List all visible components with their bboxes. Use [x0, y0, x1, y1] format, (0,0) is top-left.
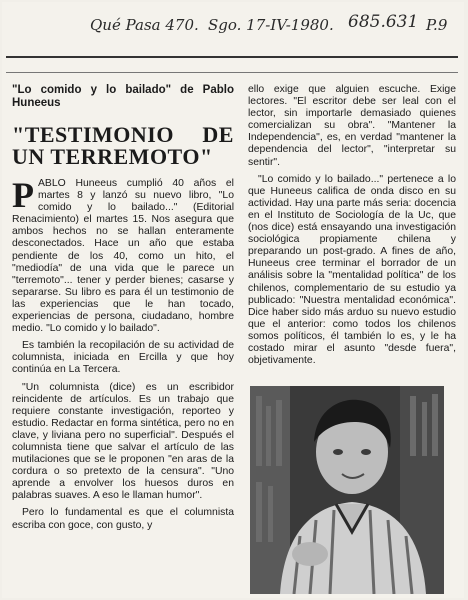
right-column — [248, 84, 456, 367]
handwritten-date: Sgo. 17-IV-1980. — [208, 16, 334, 34]
top-rule — [6, 56, 458, 58]
article-kicker: "Lo comido y lo bailado" de Pablo Huneeus — [12, 84, 234, 109]
article-paragraph — [12, 175, 234, 335]
drop-cap: P — [12, 175, 34, 215]
article-paragraph: Pero lo fundamental es que el columnista escriba con goce, con gusto, y — [12, 507, 234, 531]
article-headline: "TESTIMONIO DE UN TERREMOTO" — [12, 122, 234, 169]
article-paragraph: "Un columnista (dice) es un escribidor reincidente de artículos. Es un trabajo que requiere constante investigación, reporteo y estudio. Redactar en forma sintética, pero no en clave, y liviana pero no superficial". Después el columnista tiene que salvar el artículo de las mutilaciones que se le proponen "en aras de la cordura o so pretexto de la censura". "Uno aprende a envolver los huesos duros en palabras suaves. A eso le llaman humor". — [12, 381, 234, 502]
article-paragraph: Es también la recopilación de su actividad de columnista, iniciada en Ercilla y que hoy continúa en La Tercera. — [12, 340, 234, 376]
left-column — [12, 84, 234, 532]
article-paragraph: "Lo comido y lo bailado..." pertenece a lo que Huneeus califica de onda disco en su actividad. Hay una parte más seria: docencia en el Instituto de Sociología de la Uc, que (nos dice) está ensayando una investigación sociológica propiamente chilena y preparando un post-grado. A fines de año, Huneeus cree terminar el borrador de un análisis sobre la "mentalidad política" de los chilenos, complementario de su estudio ya publicado: "Nuestra mentalidad económica". Dice haber sido más arduo su nuevo estudio que el anterior: como todos los chilenos somos políticos, él también lo es, y le ha costado mirar el asunto "desde fuera", objetivamente. — [248, 173, 456, 367]
paragraph-text: ABLO Huneeus cumplió 40 años el martes 8 y lanzó su nuevo libro, "Lo comido y lo bailado..." (Editorial Renacimiento) el martes 15. Nos asegura que ambos hechos no se hallan enteramente desconectados. Hace un año que estaba pendiente de los 40, como un hito, el "mediodía" de una vida que le parece un "terremoto"... tener y perder bienes; casarse y separarse. Su libro es para él un testimonio de las experiencias que le han tocado, experiencias de persona, ciudadano, hombre medio. "Lo comido y lo bailado". — [12, 178, 234, 335]
header-divider — [6, 72, 458, 73]
handwritten-page: P.9 — [426, 16, 448, 34]
handwritten-reference: 685.631 — [348, 12, 419, 32]
article-paragraph: ello exige que alguien escuche. Exige lectores. "El escritor debe ser leal con el lector, sin importarle demasiado quienes comercializan su obra". "Mantener la Independencia", es, en verdad "mantener la dependencia del lector", "interpretar su sentir". — [248, 84, 456, 168]
author-photo — [250, 386, 444, 594]
handwritten-annotation — [90, 12, 460, 46]
newspaper-clipping — [2, 2, 464, 598]
portrait-image — [250, 386, 444, 594]
handwritten-source: Qué Pasa 470. — [90, 16, 199, 34]
